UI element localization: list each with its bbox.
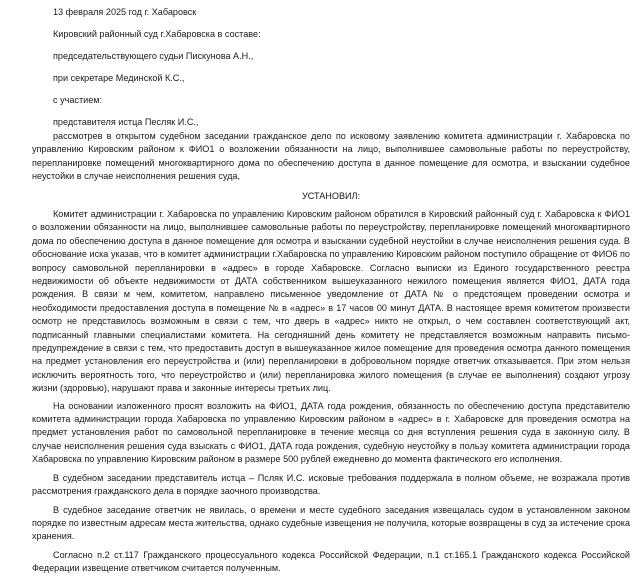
judge-line: председательствующего судьи Пискунова А.Н., [53,50,254,61]
court-line: Кировский районный суд г.Хабаровска в составе: [53,28,261,39]
claim-paragraph: Комитет администрации г. Хабаровска по управлению Кировским районом обратился в Кировский районный суд г. Хабаровска к ФИО1 о возложении обязанности на лицо, выполнившее самовольные работы по переустройству, перепланировке помещений многоквартирного дома по обеспечению доступа в данное помещение для осмотра и взыскании судебной неустойки в случае неисполнения решения суда. В обоснование иска указав, что в комитет администрации г.Хабаровска по управлению Кировским районом поступило обращение от ФИО6 по вопросу самовольной перепланировки в «адрес» в городе Хабаровске. Согласно выписки из Единого государственного реестра недвижимости об объекте недвижимости от ДАТА собственником вышеуказанного нежилого помещения является ФИО1, ДАТА года рождения. В связи м чем, комитетом, направлено письменное уведомление от ДАТА № о предстоящем проведении осмотра и необходимости предоставления доступа в помещение № в «адрес» в 17 часов 00 минут ДАТА. В настоящее время комитетом произвести осмотр не представилось возможным в связи с тем, что дверь в «адрес» никто не открыл, о чем составлен соответствующий акт, подписанный главными специалистами комитета. На сегодняшний день комитету не представляется возможным направить письмо-предупреждение в связи с тем, что предоставить доступ в вышеуказанное жилое помещение для проведения осмотра данного помещения на предмет установления его переустройства и (или) перепланировки в добровольном порядке ответчик отказывается. При этом нельзя исключить вероятность того, что переустройство и (или) перепланировка жилого помещения (в случае ее выполнения) создают угрозу жизни (здоровью), нарушают права и законные интересы третьих лиц. [32,208,630,394]
document-page [32,6,630,576]
date-line: 13 февраля 2025 год г. Хабаровск [53,7,197,17]
request-paragraph: На основании изложенного просят возложить на ФИО1, ДАТА года рождения, обязанность по обеспечению доступа представителю комитета администрации города Хабаровска по управлению Кировским районом в «адрес» в г. Хабаровске для проведения осмотра на предмет установления работ по самовольной перепланировке в течение месяца со дня вступления решения суда в законную силу. В случае неисполнения решения суда взыскать с ФИО1, ДАТА года рождения, судебную неустойку в пользу комитета администрации города Хабаровска по управлению Кировским районом в размере 500 рублей ежедневно до момента фактического его исполнения. [32,400,630,465]
section-heading: УСТАНОВИЛ: [301,190,361,201]
plaintiff-hearing-paragraph: В судебном заседании представитель истца – Псляк И.С. исковые требования поддержала в полном объеме, не возражала против рассмотрения гражданского дела в порядке заочного производства. [32,472,630,497]
representative-line: представителя истца Песляк И.С., [53,116,199,127]
notice-law-paragraph: Согласно п.2 ст.117 Гражданского процессуального кодекса Российской Федерации, п.1 ст.165.1 Гражданского кодекса Российской Федерации извещение ответчиком считается полученным. [32,549,630,574]
participation-line: с участием: [53,94,103,105]
intro-paragraph: рассмотрев в открытом судебном заседании гражданское дело по исковому заявлению комитета администрации г. Хабаровска по управлению Кировским районом к ФИО1 о возложении обязанности на лицо, выполнившее самовольные работы по переустройству, перепланировке помещений многоквартирного дома по обеспечению доступа в данное помещение для осмотра, и взыскании судебное неустойки в случае неисполнения решения суда, [32,130,630,182]
secretary-line: при секретаре Мединской К.С., [53,72,185,83]
defendant-absence-paragraph: В судебное заседание ответчик не явилась, о времени и месте судебного заседания извещалась судом в установленном законом порядке по известным адресам места жительства, однако судебные извещения не получила, которые возвращены в суд за истечение срока хранения. [32,504,630,542]
